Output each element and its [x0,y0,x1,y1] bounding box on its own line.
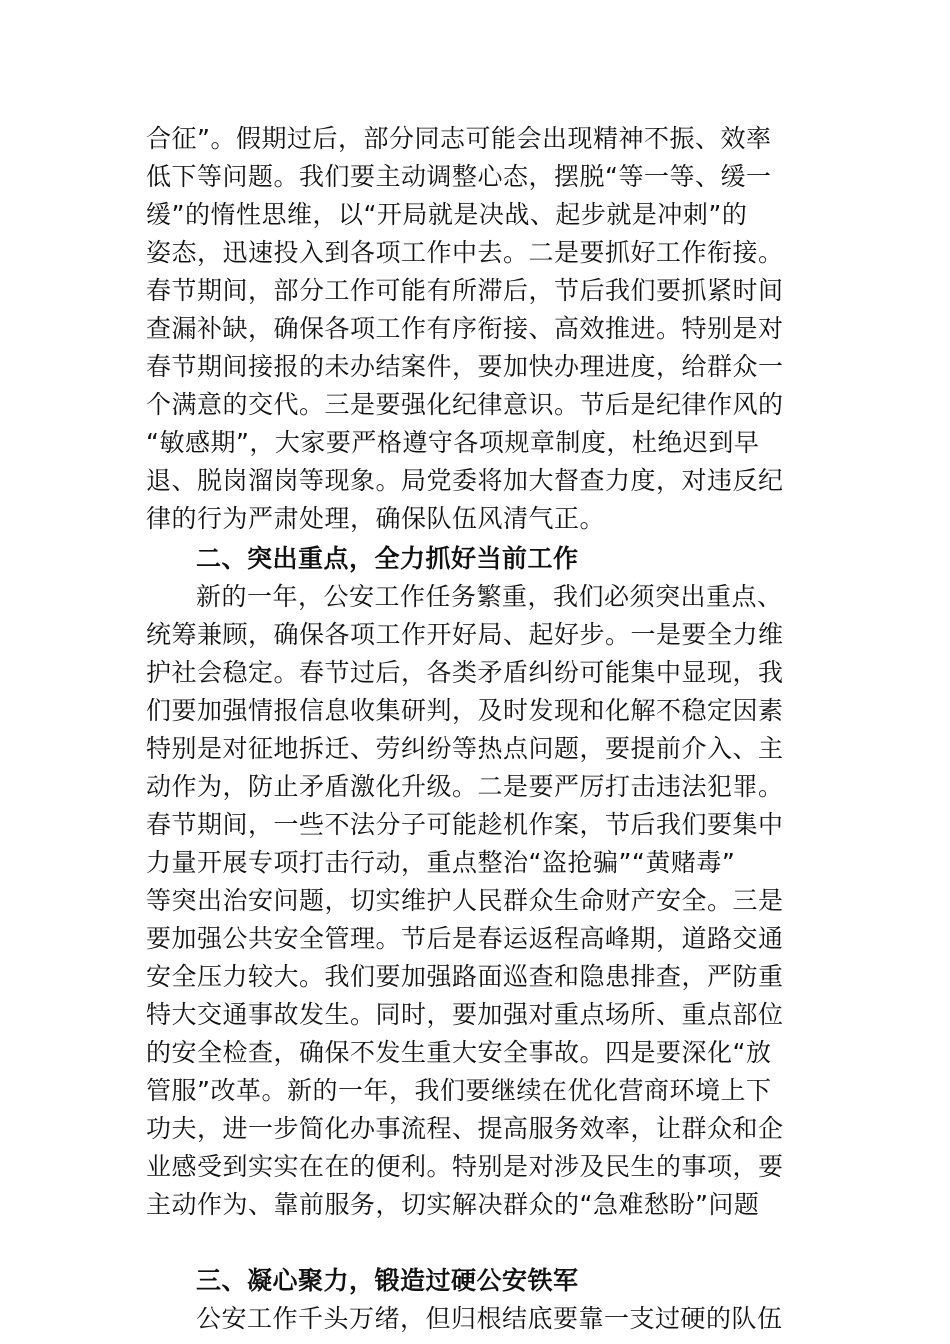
text-line-6: 查漏补缺，确保各项工作有序衔接、高效推进。特别是对 [146,314,784,343]
text-line-24: 特大交通事故发生。同时，要加强对重点场所、重点部位 [146,1000,784,1029]
text-line-21: 等突出治安问题，切实维护人民群众生命财产安全。三是 [146,886,784,915]
text-line-3: 缓”的惰性思维，以“开局就是决战、起步就是冲刺”的 [146,200,748,229]
text-line-2: 低下等问题。我们要主动调整心态，摆脱“等一等、缓一 [146,162,772,191]
text-line-19: 春节期间，一些不法分子可能趁机作案，节后我们要集中 [146,810,784,839]
text-line-28: 业感受到实实在在的便利。特别是对涉及民生的事项，要 [146,1152,784,1181]
text-line-29: 主动作为、靠前服务，切实解决群众的“急难愁盼”问题 [146,1190,760,1219]
text-line-25: 的安全检查，确保不发生重大安全事故。四是要深化“放 [146,1038,772,1067]
section-heading-3: 三、凝心聚力，锻造过硬公安铁军 [196,1266,579,1295]
text-line-14: 统筹兼顾，确保各项工作开好局、起好步。一是要全力维 [146,620,784,649]
text-line-15: 护社会稳定。春节过后，各类矛盾纠纷可能集中显现，我 [146,658,784,687]
text-line-11: 律的行为严肃处理，确保队伍风清气正。 [146,504,606,533]
text-line-7: 春节期间接报的未办结案件，要加快办理进度，给群众一 [146,352,784,381]
text-line-20: 力量开展专项打击行动，重点整治“盗抢骗”“黄赌毒” [146,848,736,877]
text-line-1: 合征”。假期过后，部分同志可能会出现精神不振、效率 [146,124,772,153]
text-line-22: 要加强公共安全管理。节后是春运返程高峰期，道路交通 [146,924,784,953]
text-line-9: “敏感期”，大家要严格遵守各项规章制度，杜绝迟到早 [146,428,760,457]
text-line-4: 姿态，迅速投入到各项工作中去。二是要抓好工作衔接。 [146,238,784,267]
text-line-31: 公安工作千头万绪，但归根结底要靠一支过硬的队伍 [196,1304,783,1333]
text-line-27: 功夫，进一步简化办事流程、提高服务效率，让群众和企 [146,1114,784,1143]
text-line-16: 们要加强情报信息收集研判，及时发现和化解不稳定因素 [146,696,784,725]
text-line-23: 安全压力较大。我们要加强路面巡查和隐患排查，严防重 [146,962,784,991]
text-line-10: 退、脱岗溜岗等现象。局党委将加大督查力度，对违反纪 [146,466,784,495]
text-line-26: 管服”改革。新的一年，我们要继续在优化营商环境上下 [146,1076,772,1105]
text-line-5: 春节期间，部分工作可能有所滞后，节后我们要抓紧时间 [146,276,784,305]
section-heading-2: 二、突出重点，全力抓好当前工作 [196,544,579,573]
text-line-13: 新的一年，公安工作任务繁重，我们必须突出重点、 [196,582,783,611]
text-line-17: 特别是对征地拆迁、劳纠纷等热点问题，要提前介入、主 [146,734,784,763]
text-line-8: 个满意的交代。三是要强化纪律意识。节后是纪律作风的 [146,390,784,419]
text-line-18: 动作为，防止矛盾激化升级。二是要严厉打击违法犯罪。 [146,772,784,801]
